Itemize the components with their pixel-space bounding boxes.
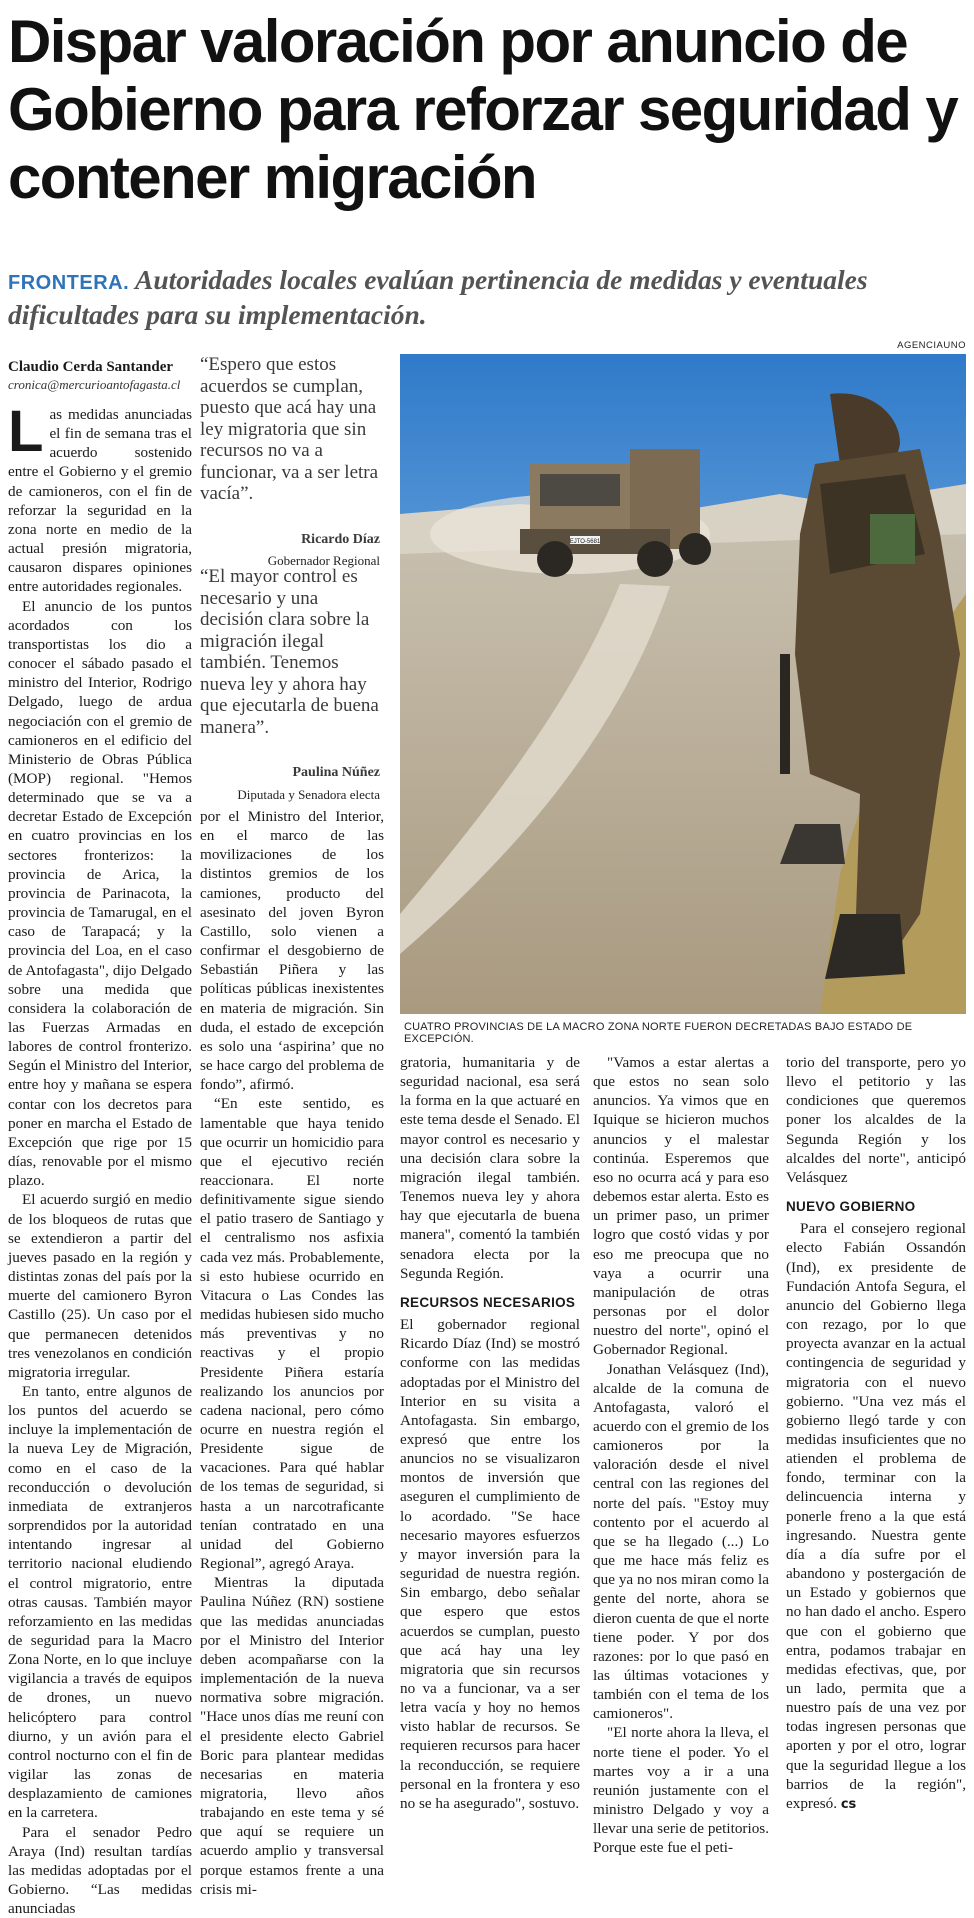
paragraph: torio del transporte, pero yo llevo el petitorio y las condiciones que queremos poner los alcaldes de la Segunda Región y los alcaldes del norte", anticipó Velásquez <box>786 1054 966 1186</box>
paragraph-text: Para el consejero regional electo Fabián Ossandón (Ind), ex presidente de Fundación Antofa Segura, el anuncio del Gobierno llega con rezago, por lo que proyecta avanzar en la actual contingencia de seguridad y migratoria con el nuevo gobierno. "Una vez más el gobierno llegó tarde y con medidas insuficientes que no atienden el problema de fondo, terminar con la delincuencia interna y ponerle freno a la que está ingresando. Nuestra gente día a día sufre por el abandono y postergación de un Estado y gobiernos que no han dado el ancho. Espero que con el gobierno que entra, podamos trabajar en medidas efectivas, que, por un lado, permita que a nuestro país de una vez por todas ingresen personas que aporten y por el otro, lograr que la seguridad llegue a los barrios de la región", expresó. <box>786 1220 966 1812</box>
column-3 <box>400 1053 580 1813</box>
drop-cap: L <box>8 399 44 464</box>
byline-email: cronica@mercurioantofagasta.cl <box>8 377 181 392</box>
paragraph: El anuncio de los puntos acordados con los transportistas los dio a conocer el sábado pasado el ministro del Interior, Rodrigo Delgado, luego de ardua negociación con el gremio de camioneros en el edificio del Ministerio de Obras Pública (MOP) regional. "Hemos determinado que se va a decretar Estado de Excepción en cuatro provincias en los sectores fronterizos: la provincia de Arica, la provincia de Parinacota, la provincia de Tamarugal, en el caso de Tarapacá; y la provincia del Loa, en el caso de Antofagasta", dijo Delgado sobre una medida que considera la colaboración de las Fuerzas Armadas en labores de control fronterizo. Según el Ministro del Interior, entre hoy y mañana se espera contar con los decretos para poner en marcha el Estado de Excepción que rige por 15 días, renovable por el mismo plazo. <box>8 597 192 1190</box>
pull-quote-role: Gobernador Regional <box>267 553 380 568</box>
pull-quote <box>200 354 380 572</box>
pull-quote-role: Diputada y Senadora electa <box>237 786 380 802</box>
paragraph <box>786 1219 966 1814</box>
pull-quote-text: “Espero que estos acuerdos se cumplan, puesto que acá hay una ley migratoria que sin recursos no va a funcionar, va a ser letra vacía”. <box>200 354 379 504</box>
pull-quote <box>200 566 380 805</box>
column-5 <box>786 1053 966 1814</box>
photo-caption: CUATRO PROVINCIAS DE LA MACRO ZONA NORTE FUERON DECRETADAS BAJO ESTADO DE EXCEPCIÓN. <box>404 1021 913 1045</box>
pull-quote-name: Ricardo Díaz <box>301 531 380 547</box>
paragraph <box>8 399 192 597</box>
subhead: RECURSOS NECESARIOS <box>400 1294 576 1310</box>
column-1 <box>8 358 192 1918</box>
subhead: NUEVO GOBIERNO <box>786 1199 916 1215</box>
paragraph: Mientras la diputada Paulina Núñez (RN) sostiene que las medidas anunciadas por el Ministro del Interior deben acompañarse con la implementación de la nueva normativa sobre migración. "Hace unos días me reuní con el presidente electo Gabriel Boric para plantear medidas necesarias en materia migratoria, llevo años trabajando en este tema y sé que aquí se requiere un acuerdo amplio y transversal porque estamos frente a una crisis mi- <box>200 1574 384 1898</box>
photo-illustration <box>400 354 966 1014</box>
pull-quote-name: Paulina Núñez <box>292 765 380 780</box>
end-mark: cs <box>840 1796 857 1812</box>
headline: Dispar valoración por anuncio de Gobierno para reforzar seguridad y contener migración <box>8 8 958 211</box>
paragraph: gratoria, humanitaria y de seguridad nacional, esa será la forma en la que actuaré en este tema desde el Senado. El mayor control es necesario y una decisión clara sobre la migración ilegal también. Tenemos nueva ley y ahora hay que ejecutarla de buena manera", comentó la también senadora electa por la Segunda Región. <box>400 1054 580 1282</box>
paragraph: por el Ministro del Interior, en el marco de las movilizaciones de los distintos gremios de los camiones, producto del asesinato del joven Byron Castillo, solo vienen a confirmar el desgobierno de Sebastián Piñera y las políticas públicas inexistentes en materia de migración. Sin duda, el estado de excepción es solo una ‘aspirina’ que no se hace cargo del problema de fondo”, afirmó. <box>200 808 384 1094</box>
paragraph: El acuerdo surgió en medio de los bloqueos de rutas que se extendieron a partir del jueves pasado en la región y distintas zonas del país por la muerte del camionero Byron Castillo (25). Un caso por el que permanecen detenidos tres venezolanos en condición migratoria irregular. <box>8 1191 192 1381</box>
truck-plate: EJTO-5681 <box>569 539 601 545</box>
column-2 <box>200 807 384 1899</box>
paragraph: "El norte ahora la lleva, el norte tiene el poder. Yo el martes voy a ir a una reunión justamente con el ministro Delgado y voy a llevar una serie de petitorios. Porque este fue el peti- <box>593 1724 769 1857</box>
photo <box>400 354 966 1014</box>
deck-kicker: FRONTERA. <box>8 272 130 294</box>
paragraph: “En este sentido, es lamentable que haya tenido que ocurrir un homicidio para que el ejecutivo recién reaccionara. El norte definitivamente sigue siendo el patio trasero de Santiago y el centralismo nos asfixia cada vez más. Probablemente, si esto hubiese ocurrido en Vitacura o Las Condes las medidas hubiesen sido mucho más preventivas y no reactivas y el propio Presidente Piñera estaría realizando los anuncios por cadena nacional, pero cómo ocurre en nuestra región el Presidente sigue de vacaciones. Para qué hablar de los temas de seguridad, si hasta a un narcotraficante tenían contratado en una unidad del Gobierno Regional”, agregó Araya. <box>200 1095 384 1573</box>
pull-quote-text: “El mayor control es necesario y una decisión clara sobre la migración ilegal también. Tenemos nueva ley y ahora hay que ejecutarla de buena manera”. <box>200 566 379 738</box>
paragraph: Jonathan Velásquez (Ind), alcalde de la comuna de Antofagasta, valoró el acuerdo con el gremio de los camioneros por la valoración desde el nivel central con las regiones del norte del país. "Estoy muy contento por el acuerdo al que se ha llegado (...) Lo que me hace más feliz es que ya no nos miran como la gente del norte, ahora se dieron cuenta de que el norte tiene poder. Y por dos razones: por lo que pasó en las últimas votaciones y también con el tema de los camioneros". <box>593 1360 769 1723</box>
paragraph: "Vamos a estar alertas a que estos no sean solo anuncios. Ya vimos que en Iquique se hicieron muchos anuncios y el malestar continúa. Esperemos que eso no ocurra acá y para eso debemos estar alerta. Esto es un primer paso, un primer logro que costó vidas y por eso me preocupa que no vaya a ocurrir una manipulación de otras personas por el dolor nuestro del norte", opinó el Gobernador Regional. <box>593 1054 769 1359</box>
column-4 <box>593 1053 769 1858</box>
photo-credit: AGENCIAUNO <box>897 340 966 351</box>
deck-text: Autoridades locales evalúan pertinencia de medidas y eventuales dificultades para su implementación. <box>8 264 868 330</box>
paragraph: Para el senador Pedro Araya (Ind) resultan tardías las medidas adoptadas por el Gobierno. “Las medidas anunciadas <box>8 1823 192 1918</box>
paragraph-text: as medidas anunciadas el fin de semana tras el acuerdo sostenido entre el Gobierno y el gremio de camioneros, con el fin de reforzar la seguridad en la zona norte en medio de la actual presión migratoria, causaron dispares opiniones entre autoridades regionales. <box>8 406 192 596</box>
byline-name: Claudio Cerda Santander <box>8 359 174 375</box>
paragraph: El gobernador regional Ricardo Díaz (Ind) se mostró conforme con las medidas adoptadas por el Ministro del Interior en su visita a Antofagasta. Sin embargo, expresó que entre los anuncios no se visualizaron montos de inversión que aseguren el cumplimiento de lo acordado. "Se hace necesario mayores esfuerzos y mayor inversión para la seguridad de nuestra región. Sin embargo, debo señalar que espero que estos acuerdos se cumplan, puesto que acá hay una ley migratoria que sin recursos no va a funcionar, va a ser letra vacía y hoy no hemos visto hablar de recursos. Se requieren recursos para hacer la reconducción, se requiere personal en la frontera y eso no se ha asegurado", sostuvo. <box>400 1316 580 1812</box>
paragraph: En tanto, entre algunos de los puntos del acuerdo se incluye la implementación de la nueva Ley de Migración, como en el caso de la reconducción o devolución inmediata de extranjeros sorprendidos por la autoridad intentando ingresar al territorio nacional eludiendo el control migratorio, entre otras causas. También mayor reforzamiento en las medidas de seguridad para la Macro Zona Norte, en lo que incluye vigilancia a través de equipos de drones, un nuevo helicóptero para control diurno, y un avión para el control nocturno con el fin de vigilar las zonas de desplazamiento de camiones en la carretera. <box>8 1382 192 1822</box>
deck <box>8 264 958 330</box>
